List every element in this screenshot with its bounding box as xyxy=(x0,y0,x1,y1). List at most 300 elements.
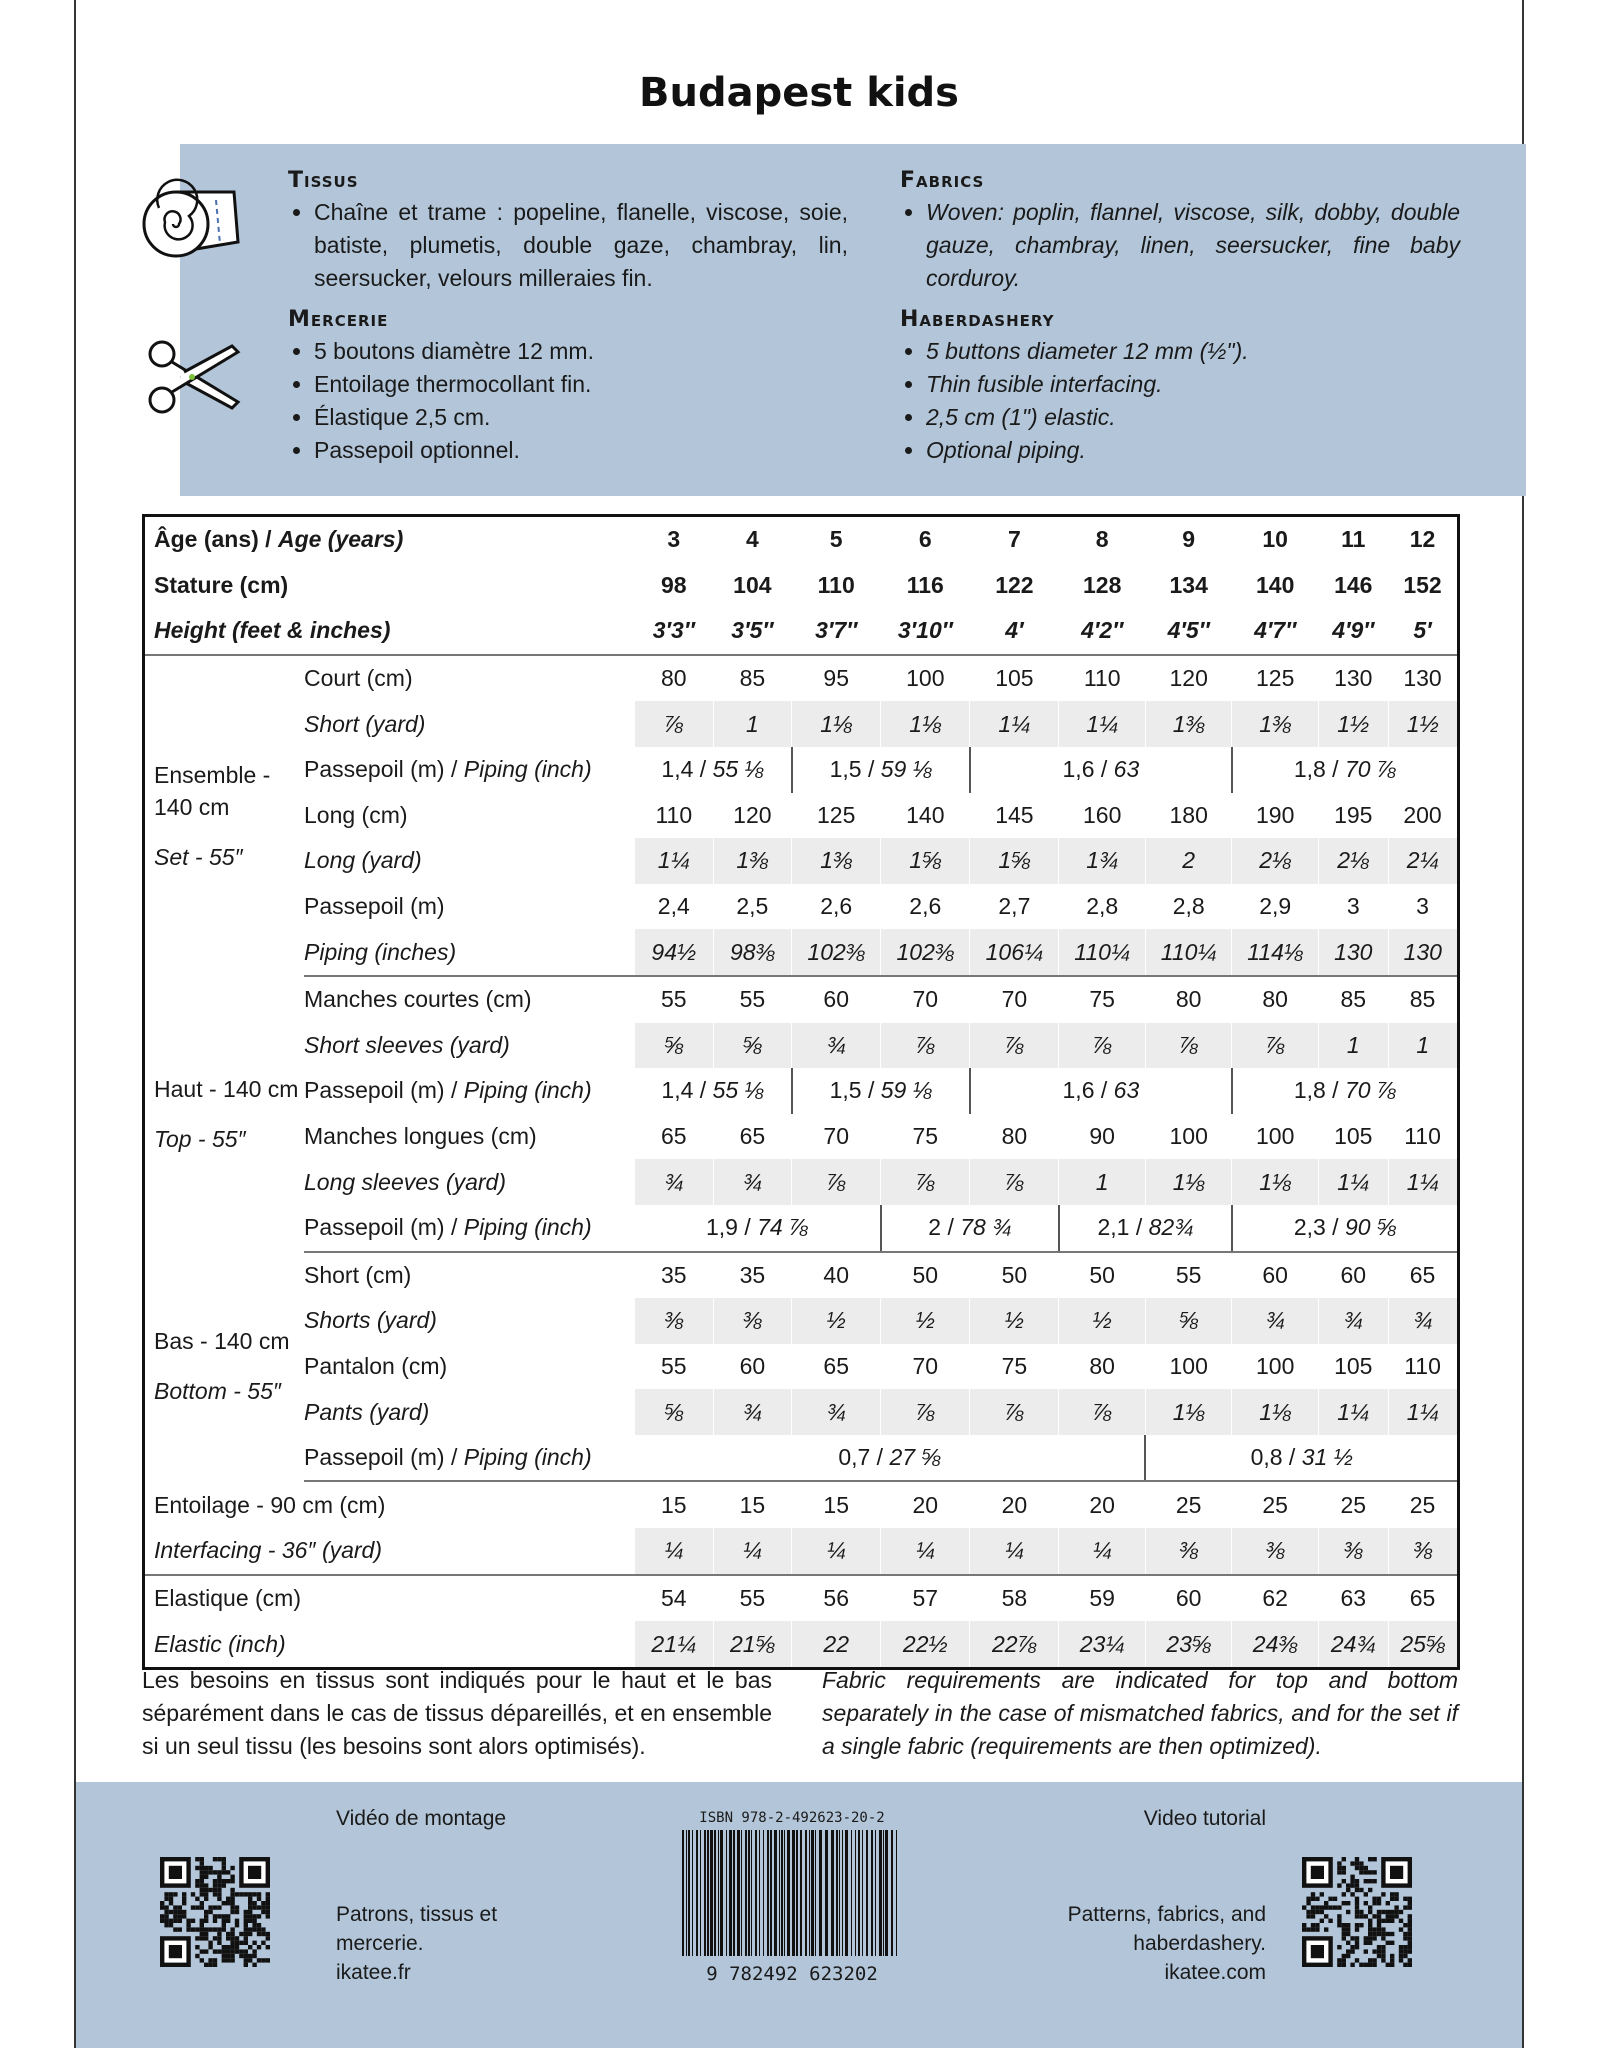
piping-cell xyxy=(792,1068,970,1114)
video-en-label: Video tutorial xyxy=(1143,1807,1266,1830)
table-cell: ⅝ xyxy=(635,1389,714,1435)
piping-cell xyxy=(792,747,970,793)
row-label xyxy=(304,1435,635,1482)
piping-cell xyxy=(635,747,792,793)
table-cell: 6 xyxy=(918,526,932,553)
note-en: Fabric requirements are indicated for top and bottom separately in the case of mismatched fabrics, and for the set if a single fabric (requirements are then optimized). xyxy=(822,1667,1458,1759)
piping-imperial: 70 ⅞ xyxy=(1344,756,1397,783)
table-cell: 1 xyxy=(1059,1159,1146,1205)
table-cell: 110 xyxy=(1404,1123,1441,1150)
haberdashery-en-item: • 2,5 cm (1") elastic. xyxy=(926,401,1460,434)
table-cell: ⅜ xyxy=(635,1298,714,1344)
table-cell: 80 xyxy=(1089,1352,1115,1379)
piping-label-en: Piping (inch) xyxy=(463,756,592,783)
table-cell: 24¾ xyxy=(1318,1621,1388,1667)
table-cell: 25 xyxy=(1262,1491,1288,1518)
table-cell: 65 xyxy=(660,1123,687,1150)
table-cell: ⅞ xyxy=(970,1023,1059,1069)
table-cell: 50 xyxy=(912,1261,939,1288)
site-en-link[interactable]: ikatee.com xyxy=(1164,1961,1266,1984)
table-cell: 105 xyxy=(1334,1123,1373,1150)
table-cell: 1⅛ xyxy=(1145,1389,1232,1435)
set-short-cm xyxy=(145,655,1457,702)
piping-label-fr: Passepoil (m) / xyxy=(304,756,464,783)
video-fr-label: Vidéo de montage xyxy=(336,1807,507,1830)
group-label-en: Top - 55″ xyxy=(154,1125,246,1152)
table-cell: 4′9″ xyxy=(1318,608,1388,655)
table-cell: 9 xyxy=(1182,526,1196,553)
group-label-fr: Haut - 140 cm xyxy=(154,1075,299,1102)
table-cell: 65 xyxy=(823,1352,849,1379)
table-cell: 1¼ xyxy=(1388,1389,1457,1435)
table-cell: 2,9 xyxy=(1259,893,1292,920)
row-label: Short (yard) xyxy=(304,710,426,737)
table-cell: 105 xyxy=(995,665,1034,692)
table-cell: 70 xyxy=(912,986,939,1013)
site-fr-link[interactable]: ikatee.fr xyxy=(336,1961,411,1984)
table-cell: 25⅝ xyxy=(1388,1621,1457,1667)
row-label: Pantalon (cm) xyxy=(304,1352,448,1379)
table-cell: 110 xyxy=(817,571,855,598)
table-cell: ½ xyxy=(792,1298,881,1344)
table-cell: 120 xyxy=(733,801,772,828)
piping-metric: 1,8 / xyxy=(1293,1077,1345,1104)
row-label: Interfacing - 36″ (yard) xyxy=(145,1528,635,1575)
table-cell: 116 xyxy=(906,571,944,598)
piping-cell xyxy=(970,1068,1232,1114)
set-piping-m xyxy=(145,884,1457,930)
table-cell: 55 xyxy=(1175,1261,1202,1288)
table-cell: 70 xyxy=(1001,986,1028,1013)
stature-label: Stature (cm) xyxy=(154,571,289,598)
piping-cell xyxy=(635,1435,1146,1482)
top-ss-cm xyxy=(145,976,1457,1023)
haberdashery-fr-heading: Mercerie xyxy=(288,307,389,332)
piping-cell xyxy=(1232,1205,1457,1252)
table-cell: 2¼ xyxy=(1388,838,1457,884)
fabrics-fr xyxy=(288,166,848,473)
piping-imperial: 31 ½ xyxy=(1301,1444,1353,1471)
table-cell: 4′7″ xyxy=(1232,608,1319,655)
table-cell: 3 xyxy=(667,526,681,553)
piping-imperial: 27 ⅝ xyxy=(889,1444,941,1471)
table-cell: 2,5 xyxy=(736,893,769,920)
table-cell: 100 xyxy=(906,665,945,692)
table-cell: 130 xyxy=(1403,665,1442,692)
table-cell: 15 xyxy=(739,1491,766,1518)
table-cell: 15 xyxy=(660,1491,687,1518)
shop-en-line1: Patterns, fabrics, and xyxy=(1067,1903,1266,1926)
piping-metric: 2,3 / xyxy=(1293,1214,1345,1241)
bottom-short-yd xyxy=(145,1298,1457,1344)
table-cell: 1¾ xyxy=(1059,838,1146,884)
table-cell: 35 xyxy=(739,1261,766,1288)
table-cell: ⅜ xyxy=(1145,1528,1232,1575)
table-cell: 105 xyxy=(1334,1352,1373,1379)
elastic-in xyxy=(145,1621,1457,1667)
shop-fr-line1: Patrons, tissus et xyxy=(336,1903,498,1926)
table-cell: 2⅛ xyxy=(1232,838,1319,884)
table-cell: 25 xyxy=(1175,1491,1202,1518)
top-piping-2 xyxy=(145,1205,1457,1252)
table-cell: 59 xyxy=(1089,1584,1115,1611)
table-cell: 1⅝ xyxy=(970,838,1059,884)
bottom-pants-yd xyxy=(145,1389,1457,1435)
table-cell: ¼ xyxy=(713,1528,792,1575)
fabrics-fr-heading: Tissus xyxy=(288,168,359,193)
table-cell: 180 xyxy=(1169,801,1208,828)
fabrics-en-heading: Fabrics xyxy=(900,168,985,193)
piping-imperial: 55 ⅛ xyxy=(712,756,764,783)
piping-metric: 0,8 / xyxy=(1250,1444,1302,1471)
piping-metric: 1,4 / xyxy=(661,756,713,783)
table-cell: ⅞ xyxy=(881,1159,970,1205)
group-label xyxy=(145,976,304,1252)
row-label: Pants (yard) xyxy=(304,1398,430,1425)
piping-imperial: 63 xyxy=(1113,1077,1140,1104)
table-cell: 1 xyxy=(1318,1023,1388,1069)
table-cell: 98 xyxy=(660,571,687,598)
group-label xyxy=(145,1252,304,1482)
table-cell: 75 xyxy=(1001,1352,1028,1379)
table-cell: 100 xyxy=(1256,1352,1295,1379)
group-label-en: Bottom - 55″ xyxy=(154,1378,282,1405)
scissors-icon xyxy=(144,338,244,423)
table-cell: ⅞ xyxy=(1059,1389,1146,1435)
qr-code-en xyxy=(1302,1842,1412,1982)
table-cell: 130 xyxy=(1318,929,1388,976)
piping-imperial: 70 ⅞ xyxy=(1344,1077,1397,1104)
table-cell: 75 xyxy=(912,1123,939,1150)
table-cell: 125 xyxy=(1256,665,1295,692)
row-label: Entoilage - 90 cm (cm) xyxy=(154,1491,386,1518)
interfacing-yd xyxy=(145,1528,1457,1575)
table-cell: ⅜ xyxy=(1232,1528,1319,1575)
table-cell: ⅞ xyxy=(792,1159,881,1205)
set-long-cm xyxy=(145,793,1457,839)
table-cell: 75 xyxy=(1089,986,1115,1013)
table-cell: 3′5″ xyxy=(713,608,792,655)
table-cell: ⅞ xyxy=(1145,1023,1232,1069)
barcode-bars xyxy=(674,1826,910,1962)
table-cell: ⅜ xyxy=(1388,1528,1457,1575)
fabrics-en xyxy=(900,166,1460,473)
piping-cell xyxy=(881,1205,1059,1252)
table-cell: 60 xyxy=(823,986,849,1013)
table-cell: 21¼ xyxy=(635,1621,714,1667)
table-cell: 145 xyxy=(995,801,1034,828)
table-cell: 195 xyxy=(1334,801,1373,828)
row-label: Elastic (inch) xyxy=(154,1630,286,1657)
table-cell: 12 xyxy=(1409,526,1436,553)
piping-cell xyxy=(1232,1068,1457,1114)
table-cell: 80 xyxy=(1175,986,1202,1013)
table-cell: 85 xyxy=(1340,986,1367,1013)
age-label xyxy=(145,517,635,563)
table-cell: 10 xyxy=(1262,526,1288,553)
table-cell: 1⅜ xyxy=(713,838,792,884)
elastic-cm xyxy=(145,1575,1457,1622)
table-cell: 63 xyxy=(1340,1584,1367,1611)
table-cell: 114⅛ xyxy=(1232,929,1319,976)
table-cell: 5 xyxy=(829,526,843,553)
piping-metric: 1,9 / xyxy=(705,1214,758,1241)
shop-fr-text xyxy=(336,1900,497,1987)
table-cell: 62 xyxy=(1262,1584,1288,1611)
piping-imperial: 82¾ xyxy=(1148,1214,1194,1241)
set-piping-in xyxy=(145,929,1457,976)
table-cell: 58 xyxy=(1001,1584,1028,1611)
row-label: Piping (inches) xyxy=(304,929,635,976)
table-cell: 110 xyxy=(655,801,693,828)
table-cell: 1¼ xyxy=(1318,1159,1388,1205)
row-label: Long (cm) xyxy=(304,801,408,828)
interfacing-cm xyxy=(145,1481,1457,1528)
piping-imperial: 63 xyxy=(1113,756,1140,783)
table-cell: ¾ xyxy=(713,1159,792,1205)
table-cell: ¼ xyxy=(970,1528,1059,1575)
table-cell: 120 xyxy=(1169,665,1208,692)
table-cell: ¾ xyxy=(792,1389,881,1435)
table-cell: 5′ xyxy=(1388,608,1457,655)
age-label-fr: Âge (ans) / xyxy=(154,526,278,553)
table-cell: 2⅛ xyxy=(1318,838,1388,884)
size-chart xyxy=(142,514,1460,1670)
piping-metric: 1,6 / xyxy=(1062,1077,1114,1104)
haberdashery-en-heading: Haberdashery xyxy=(900,307,1055,332)
table-cell: 2,8 xyxy=(1172,893,1205,920)
table-cell: 1⅛ xyxy=(881,701,970,747)
piping-cell xyxy=(635,1205,881,1252)
header-row-age xyxy=(145,517,1457,563)
table-cell: 80 xyxy=(1262,986,1288,1013)
piping-metric: 0,7 / xyxy=(838,1444,890,1471)
table-cell: 200 xyxy=(1403,801,1442,828)
table-cell: 110 xyxy=(1083,665,1121,692)
piping-metric: 1,8 / xyxy=(1293,756,1345,783)
table-cell: 4 xyxy=(745,526,759,553)
table-cell: ⅞ xyxy=(635,701,714,747)
row-label: Manches courtes (cm) xyxy=(304,986,532,1013)
table-cell: ⅜ xyxy=(1318,1528,1388,1575)
table-cell: 60 xyxy=(739,1352,766,1379)
table-cell: 95 xyxy=(823,665,849,692)
set-long-yd xyxy=(145,838,1457,884)
table-cell: 23⅝ xyxy=(1145,1621,1232,1667)
table-cell: 22 xyxy=(792,1621,881,1667)
qr-code-fr xyxy=(160,1842,270,1982)
row-label: Elastique (cm) xyxy=(154,1584,301,1611)
shop-en-text xyxy=(1068,1900,1266,1987)
table-cell: ⅝ xyxy=(635,1023,714,1069)
table-cell: ¼ xyxy=(1059,1528,1146,1575)
table-cell: 25 xyxy=(1409,1491,1436,1518)
table-cell: 70 xyxy=(912,1352,939,1379)
table-cell: 160 xyxy=(1083,801,1122,828)
table-cell: ¼ xyxy=(635,1528,714,1575)
table-cell: 1¼ xyxy=(970,701,1059,747)
table-cell: 130 xyxy=(1388,929,1457,976)
row-label: Passepoil (m) xyxy=(304,893,445,920)
table-cell: 2,7 xyxy=(998,893,1031,920)
isbn-text: ISBN 978-2-492623-20-2 xyxy=(699,1810,885,1826)
table-cell: 152 xyxy=(1403,571,1442,598)
table-cell: 4′5″ xyxy=(1145,608,1232,655)
table-cell: ¾ xyxy=(713,1389,792,1435)
row-label xyxy=(304,747,635,793)
page-title: Budapest kids xyxy=(639,70,959,116)
table-cell: 110 xyxy=(1404,1352,1441,1379)
table-cell: 60 xyxy=(1262,1261,1288,1288)
table-cell: 1½ xyxy=(1318,701,1388,747)
haberdashery-fr-item: • Élastique 2,5 cm. xyxy=(314,401,848,434)
table-cell: ⅜ xyxy=(713,1298,792,1344)
haberdashery-en-item: • Thin fusible interfacing. xyxy=(926,368,1460,401)
table-cell: 94½ xyxy=(635,929,714,976)
row-label xyxy=(304,1068,635,1114)
table-cell: ¼ xyxy=(881,1528,970,1575)
table-cell: 60 xyxy=(1175,1584,1202,1611)
table-cell: 90 xyxy=(1089,1123,1115,1150)
table-cell: 56 xyxy=(823,1584,849,1611)
isbn-barcode xyxy=(674,1810,910,1990)
table-cell: 100 xyxy=(1169,1352,1208,1379)
table-cell: 2,6 xyxy=(909,893,942,920)
table-cell: ¾ xyxy=(1318,1298,1388,1344)
piping-imperial: 78 ¾ xyxy=(960,1214,1012,1241)
shop-fr-line2: mercerie. xyxy=(336,1932,424,1955)
table-cell: ¾ xyxy=(635,1159,714,1205)
table-cell: 3′3″ xyxy=(635,608,714,655)
pattern-sheet xyxy=(74,0,1524,2048)
note-fr: Les besoins en tissus sont indiqués pour le haut et le bas séparément dans le cas de tissus dépareillés, et en ensemble si un seul tissu (les besoins sont alors optimisés). xyxy=(142,1667,772,1759)
piping-label-en: Piping (inch) xyxy=(463,1214,592,1241)
fabrics-en-item: • Woven: poplin, flannel, viscose, silk, dobby, double gauze, chambray, linen, seersucker, fine baby corduroy. xyxy=(926,196,1460,295)
table-cell: 85 xyxy=(739,665,766,692)
header-row-height xyxy=(145,608,1457,655)
footer xyxy=(76,1782,1522,2048)
table-cell: ⅞ xyxy=(1059,1023,1146,1069)
table-cell: 1⅜ xyxy=(1232,701,1319,747)
piping-label-en: Piping (inch) xyxy=(463,1444,592,1471)
piping-label-fr: Passepoil (m) / xyxy=(304,1214,464,1241)
table-cell: 2 xyxy=(1145,838,1232,884)
size-chart-table xyxy=(145,517,1457,1667)
table-cell: 24⅜ xyxy=(1232,1621,1319,1667)
set-short-yd xyxy=(145,701,1457,747)
table-cell: 57 xyxy=(912,1584,939,1611)
table-cell: 8 xyxy=(1095,526,1109,553)
row-label: Long (yard) xyxy=(304,847,422,874)
haberdashery-en-item: • 5 buttons diameter 12 mm (½"). xyxy=(926,335,1460,368)
top-ss-yd xyxy=(145,1023,1457,1069)
table-cell: ¾ xyxy=(1388,1298,1457,1344)
piping-metric: 1,5 / xyxy=(829,756,881,783)
piping-label-fr: Passepoil (m) / xyxy=(304,1444,464,1471)
table-cell: ⅞ xyxy=(1232,1023,1319,1069)
table-cell: 20 xyxy=(912,1491,939,1518)
piping-metric: 1,6 / xyxy=(1062,756,1114,783)
table-cell: 1⅜ xyxy=(1145,701,1232,747)
table-cell: 134 xyxy=(1169,571,1208,598)
group-label-fr: Ensemble - 140 cm xyxy=(154,761,271,820)
table-cell: 70 xyxy=(823,1123,849,1150)
haberdashery-en-item: • Optional piping. xyxy=(926,434,1460,467)
row-label: Court (cm) xyxy=(304,665,413,692)
table-cell: 128 xyxy=(1083,571,1122,598)
table-cell: ⅝ xyxy=(713,1023,792,1069)
group-label xyxy=(145,655,304,976)
row-label: Long sleeves (yard) xyxy=(304,1168,506,1195)
table-cell: 98⅜ xyxy=(713,929,792,976)
table-cell: 11 xyxy=(1341,526,1366,553)
piping-cell xyxy=(1232,747,1457,793)
fabric-roll-icon xyxy=(138,172,248,272)
piping-metric: 1,4 / xyxy=(661,1077,713,1104)
piping-imperial: 90 ⅝ xyxy=(1344,1214,1397,1241)
table-cell: ⅝ xyxy=(1145,1298,1232,1344)
piping-metric: 2 / xyxy=(928,1214,961,1241)
piping-imperial: 74 ⅞ xyxy=(757,1214,809,1241)
table-cell: ¾ xyxy=(792,1023,881,1069)
table-cell: 102⅜ xyxy=(792,929,881,976)
table-cell: 104 xyxy=(733,571,772,598)
table-cell: ¾ xyxy=(1232,1298,1319,1344)
table-cell: ½ xyxy=(1059,1298,1146,1344)
row-label: Short sleeves (yard) xyxy=(304,1031,510,1058)
group-label-en: Set - 55″ xyxy=(154,843,243,870)
table-cell: 50 xyxy=(1089,1261,1115,1288)
bottom-short-cm xyxy=(145,1252,1457,1299)
height-label: Height (feet & inches) xyxy=(145,608,635,655)
table-cell: 100 xyxy=(1169,1123,1208,1150)
table-cell: 7 xyxy=(1007,526,1021,553)
table-cell: 55 xyxy=(660,1352,687,1379)
piping-label-en: Piping (inch) xyxy=(463,1077,592,1104)
piping-imperial: 59 ⅛ xyxy=(880,1077,932,1104)
table-cell: 21⅝ xyxy=(713,1621,792,1667)
table-cell: 25 xyxy=(1340,1491,1367,1518)
table-cell: 40 xyxy=(823,1261,849,1288)
bottom-pants-cm xyxy=(145,1344,1457,1390)
piping-metric: 2,1 / xyxy=(1097,1214,1149,1241)
table-cell: 1 xyxy=(713,701,792,747)
table-cell: ½ xyxy=(881,1298,970,1344)
table-cell: 1¼ xyxy=(1318,1389,1388,1435)
table-cell: 1⅛ xyxy=(1232,1389,1319,1435)
table-cell: 190 xyxy=(1256,801,1295,828)
table-cell: ⅞ xyxy=(881,1023,970,1069)
row-label xyxy=(304,1205,635,1252)
top-piping-1 xyxy=(145,1068,1457,1114)
table-cell: 55 xyxy=(660,986,687,1013)
table-cell: 110¼ xyxy=(1145,929,1232,976)
piping-imperial: 55 ⅛ xyxy=(712,1077,764,1104)
haberdashery-fr-item: • 5 boutons diamètre 12 mm. xyxy=(314,335,848,368)
table-cell: 20 xyxy=(1089,1491,1115,1518)
table-cell: 22⅞ xyxy=(970,1621,1059,1667)
table-cell: 1⅛ xyxy=(1145,1159,1232,1205)
bottom-piping xyxy=(145,1435,1457,1482)
header-row-stature xyxy=(145,563,1457,609)
piping-cell xyxy=(1059,1205,1232,1252)
row-label: Manches longues (cm) xyxy=(304,1123,537,1150)
table-cell: 125 xyxy=(817,801,856,828)
table-cell: 80 xyxy=(1001,1123,1028,1150)
table-cell: 110¼ xyxy=(1059,929,1146,976)
top-ls-cm xyxy=(145,1114,1457,1160)
piping-metric: 1,5 / xyxy=(829,1077,881,1104)
